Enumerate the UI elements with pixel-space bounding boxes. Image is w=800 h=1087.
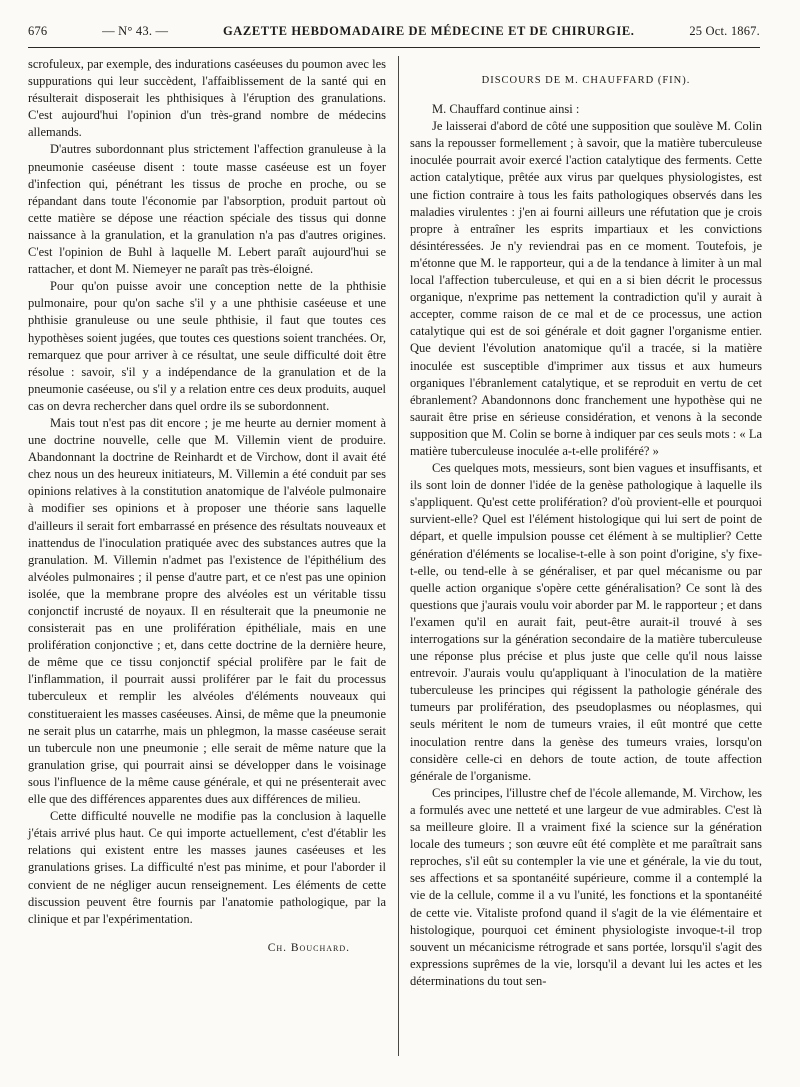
issue-number: — N° 43. — <box>102 24 169 38</box>
left-paragraph-5: Cette difficulté nouvelle ne modifie pas la conclusion à laquelle j'étais arrivé plus haut. Ce qui importe actuellement, c'est d'établir les relations qui existent entre les masses jaunes caséeuses et les granulations grises. La difficulté n'est pas minime, et pour l'aborder il convient de ne négliger aucun renseignement. Les éléments de cette discussion peuvent être fournis par l'anatomie pathologique, par la clinique et par l'expérimentation. <box>28 809 386 926</box>
right-paragraph-1: M. Chauffard continue ainsi : <box>432 102 580 117</box>
right-column <box>410 56 762 990</box>
page-number: 676 <box>28 24 48 38</box>
running-header <box>28 24 760 46</box>
author-signature: Ch. Bouchard. <box>267 941 350 954</box>
left-paragraph-3: Pour qu'on puisse avoir une conception nette de la phthisie pulmonaire, pour qu'on sache s'il y a une phthisie caséeuse et une phthisie granuleuse ou une seule phthisie, il faut que toutes ces hypothèses soient jugées, que toutes ces questions soient tranchées. Or, remarquez que pour arriver à ce résultat, une seule difficulté doit être résolue : savoir, s'il y a indépendance de la granulation et de la pneumonie caséeuse, ou s'il y a relation entre ces deux produits, auquel cas on devra rechercher dans quel ordre ils se subordonnent. <box>28 279 386 413</box>
left-column <box>28 56 386 957</box>
issue-date: 25 Oct. 1867. <box>689 24 760 38</box>
left-paragraph-1: scrofuleux, par exemple, des indurations caséeuses du poumon avec les suppurations qui leur succèdent, l'affaiblissement de la santé qui en résulterait disposerait les phthisiques à l'éruption des granulations. C'est aujourd'hui l'opinion d'un très-grand nombre de médecins allemands. <box>28 57 386 140</box>
section-title: DISCOURS DE M. CHAUFFARD (FIN). <box>481 75 691 86</box>
journal-title: GAZETTE HEBDOMADAIRE DE MÉDECINE ET DE CHIRURGIE. <box>222 24 635 38</box>
right-paragraph-2: Je laisserai d'abord de côté une supposition que soulève M. Colin sans la repousser formellement ; à savoir, que la matière tuberculeuse inoculée pourrait avoir exercé l'action catalytique des ferments. Cette action catalytique, prêtée aux virus par quelques physiologistes, est une fiction contraire à tous les faits pathologiques observés dans les maladies virulentes : j'en ai fourni ailleurs une réfutation que je crois propre à entraîner les esprits impartiaux et les convictions désintéressées. Je n'y reviendrai pas en ce moment. Toutefois, je m'étonne que M. le rapporteur, qui a de la tendance à limiter à un mal local l'affection tuberculeuse, et qui en a si bien décrit le processus organique, n'exprime pas nettement la contradiction qu'il y aurait à accepter, comme raison de ce mal et de ce processus, une action catalytique qui est de soi générale et doit gagner l'organisme entier. Que devient l'évolution anatomique qu'il a tracée, si la matière inoculée est susceptible d'imprimer aux tissus et aux humeurs organiques l'ébranlement catalytique, et se reproduit en vertu de cet ébranlement? Abandonnons donc franchement une hypothèse qui ne saurait être prise en sérieuse considération, et venons à la seconde supposition que M. Colin se borne à indiquer par ces seuls mots : « La matière tuberculeuse inoculée a-t-elle proliféré? » <box>410 119 762 458</box>
left-paragraph-2: D'autres subordonnant plus strictement l'affection granuleuse à la pneumonie caséeuse disent : toute masse caséeuse est un foyer d'infection qui, pénétrant les tissus de proche en proche, ou se répandant dans toute l'économie par l'absorption, produit partout où cette matière se dépose une réaction spéciale des tissus qui donne naissance à la granulation, et la granulation n'a pas d'autres origines. C'est l'opinion de Buhl à laquelle M. Lebert paraît aujourd'hui se rattacher, et dont M. Niemeyer ne paraît pas très-éloigné. <box>28 142 386 277</box>
column-divider <box>398 56 399 1056</box>
right-paragraph-3: Ces quelques mots, messieurs, sont bien vagues et insuffisants, et ils sont loin de donner l'idée de la genèse pathologique à laquelle ils s'appliquent. Qu'est cette prolifération? d'où provient-elle et pourquoi survient-elle? Quel est l'élément histologique qui lui sert de point de départ, et quelle impulsion pousse cet élément à se multiplier? Cette génération d'éléments se localise-t-elle à son point d'origine, s'y fixe-t-elle, ou tend-elle à se généraliser, et par quel mécanisme ou par quelle action organique s'opère cette généralisation? Ce sont là des questions que j'aurais voulu voir aborder par M. le rapporteur ; et dans l'examen qu'il en aurait fait, peut-être aurait-il trouvé à ses interrogations sur la génération secondaire de la matière tuberculeuse une réponse plus précise et plus juste que celle qu'il nous laisse entrevoir. J'aurais voulu qu'appliquant à l'inoculation de la matière tuberculeuse les principes qui régissent la pathologie générale des tumeurs par prolifération, des pseudoplasmes ou néoplasmes, qui seuls méritent le nom de tumeurs vraies, il eût montré que cette inoculation rentre dans la genèse des tumeurs vraies, lorsqu'on considère celle-ci en dehors de toute action, de toute affection générale de l'organisme. <box>410 461 762 783</box>
left-paragraph-4: Mais tout n'est pas dit encore ; je me heurte au dernier moment à une doctrine nouvelle, celle que M. Villemin vient de produire. Abandonnant la doctrine de Reinhardt et de Virchow, dont il avait été chez nous un des heureux initiateurs, M. Villemin a été conduit par ses opinions relatives à la constitution anatomique de l'alvéole pulmonaire à modifier ses opinions et à proposer une théorie sans laquelle d'ailleurs il serait fort embarrassé en présence des résultats nouveaux et inattendus de l'inoculation pratiquée avec des substances autres que la granulation. M. Villemin n'admet pas l'existence de l'épithélium des alvéoles pulmonaires ; il pense d'autre part, et ce n'est pas une opinion isolée, que la membrane propre des alvéoles est un véritable tissu conjonctif incrusté de noyaux. Il en résulterait que la pneumonie ne consisterait pas en une prolifération épithéliale, mais en une prolifération conjonctive ; et, dans cette doctrine de la dernière heure, de même que ce tissu conjonctif spécial prolifère par le fait de l'inflammation, il pourrait aussi proliférer par le fait du processus tuberculeux et remplir les alvéoles d'éléments nouveaux qui constitueraient les masses caséeuses. Ainsi, de même que la pneumonie ne serait plus un catarrhe, mais un phlegmon, la masse caséeuse serait un tubercule non une pneumonie ; elle serait de même nature que la granulation grise, qui pourrait ainsi se développer dans le voisinage sous l'influence de la même cause générale, et qui ne présenterait avec elle que des différences apparentes dues aux différences de milieu. <box>28 415 386 807</box>
right-paragraph-4: Ces principes, l'illustre chef de l'école allemande, M. Virchow, les a formulés avec une netteté et une largeur de vue admirables. C'est là sa meilleure gloire. Il a vraiment fixé la science sur la génération locale des tumeurs ; son œuvre eût été complète et me paraîtrait sans reproches, s'il eût su contempler la vie une et générale, la vie du tout, ses affections et sa spontanéité supérieure, comme il a contemplé la vie de la cellule, comme il a vu l'unité, les fonctions et la spontanéité de cette vie. Vitaliste profond quand il s'agit de la vie élémentaire et histologique, pourquoi cet éminent physiologiste invoque-t-il trop souvent un mécanicisme rétrograde et sans portée, lorsqu'il s'agit des expressions suprêmes de la vie, lorsqu'il a devant lui les actes et les déterminations du tout sen- <box>410 785 762 988</box>
header-rule <box>28 47 760 48</box>
